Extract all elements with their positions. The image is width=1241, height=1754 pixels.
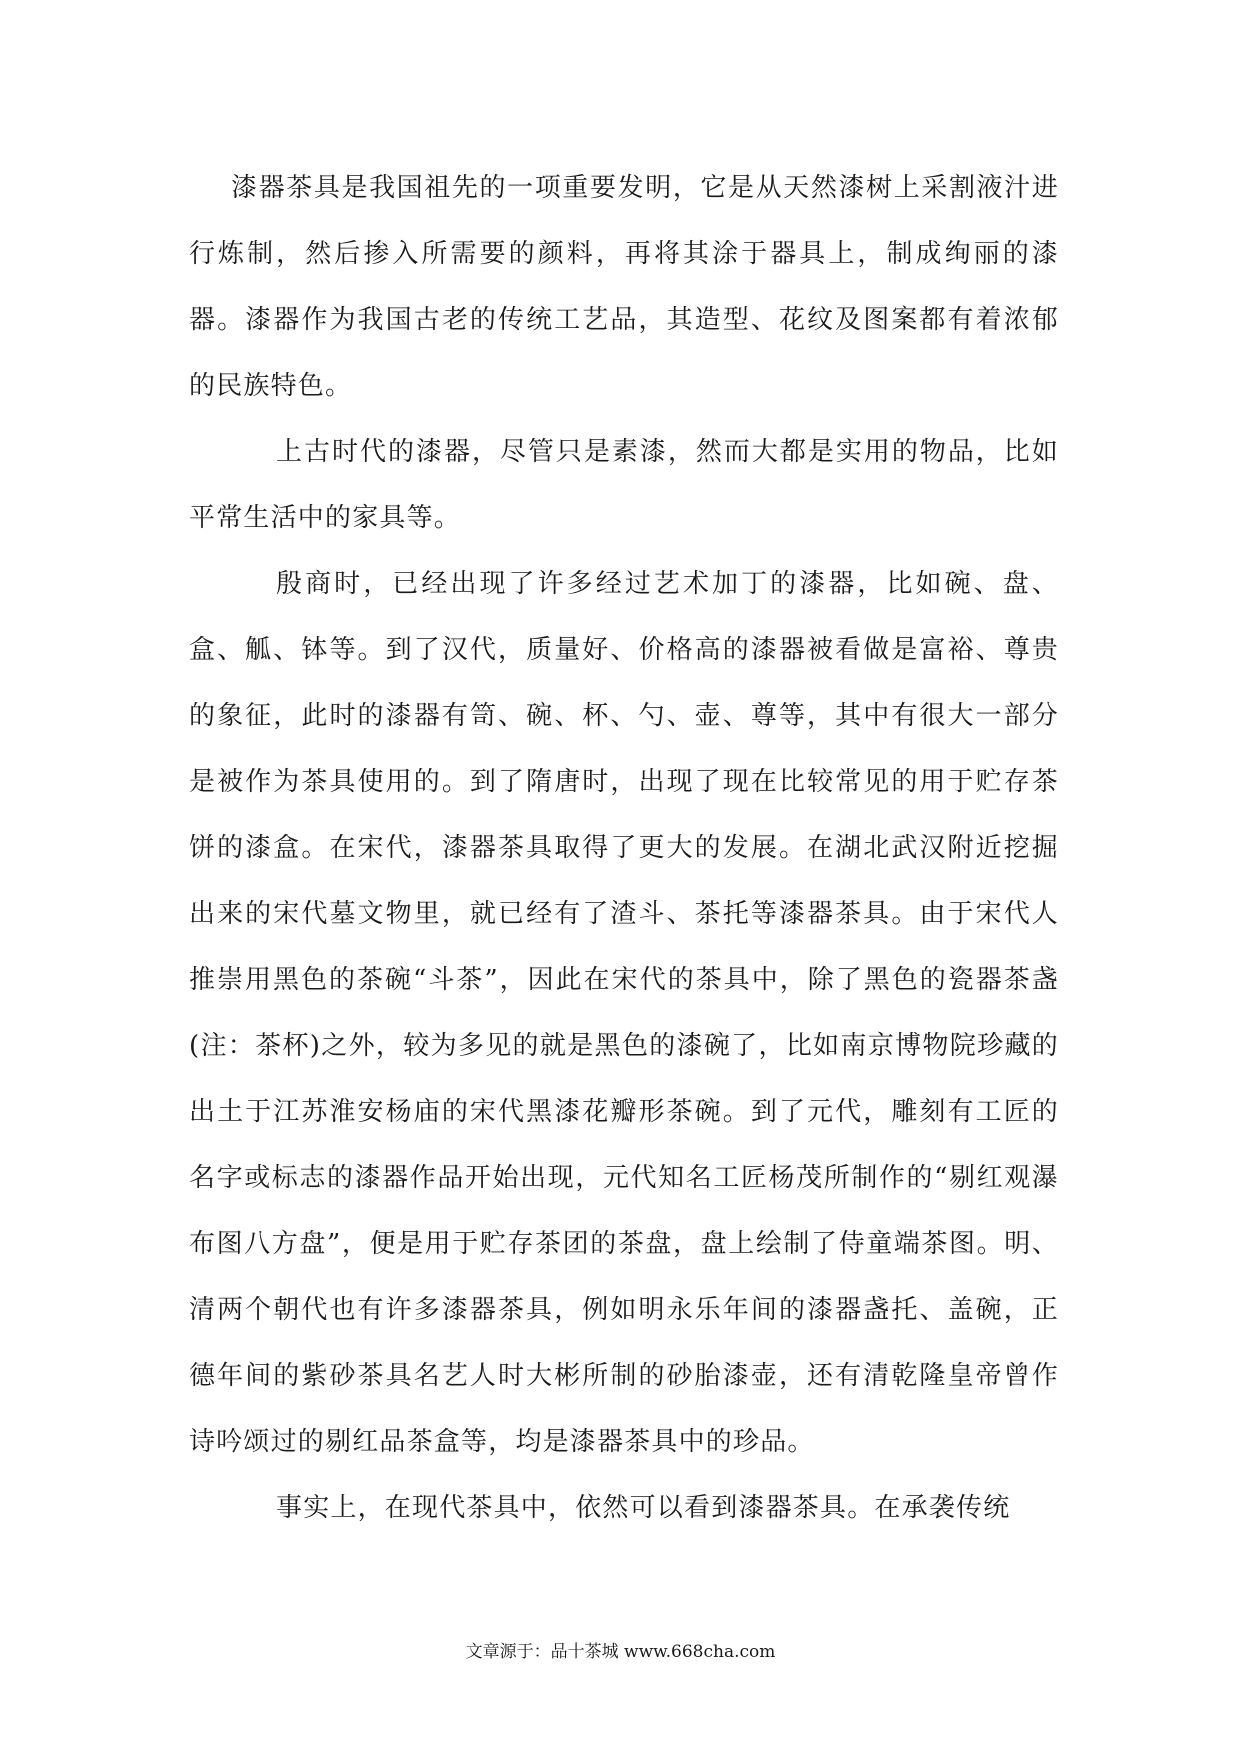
document-body <box>189 155 1059 1541</box>
paragraph-ancient-lacquer: 上古时代的漆器，尽管只是素漆，然而大都是实用的物品，比如平常生活中的家具等。 <box>189 437 1059 533</box>
paragraph-modern-lacquer: 事实上，在现代茶具中，依然可以看到漆器茶具。在承袭传统 <box>276 1493 1011 1523</box>
paragraph-dynasty-history: 殷商时，已经出现了许多经过艺术加丁的漆器，比如碗、盘、盒、觚、钵等。到了汉代，质量好、价格高的漆器被看做是富裕、尊贵的象征，此时的漆器有笥、碗、杯、勺、壶、尊等，其中有很大一部分是被作为茶具使用的。到了隋唐时，出现了现在比较常见的用于贮存茶饼的漆盒。在宋代，漆器茶具取得了更大的发展。在湖北武汉附近挖掘出来的宋代墓文物里，就已经有了渣斗、茶托等漆器茶具。由于宋代人推崇用黑色的茶碗“斗茶”，因此在宋代的茶具中，除了黑色的瓷器茶盏(注：茶杯)之外，较为多见的就是黑色的漆碗了，比如南京博物院珍藏的出土于江苏淮安杨庙的宋代黑漆花瓣形茶碗。到了元代，雕刻有工匠的名字或标志的漆器作品开始出现，元代知名工匠杨茂所制作的“剔红观瀑布图八方盘”，便是用于贮存茶团的茶盘，盘上绘制了侍童端茶图。明、清两个朝代也有许多漆器茶具，例如明永乐年间的漆器盏托、盖碗，正德年间的紫砂茶具名艺人时大彬所制的砂胎漆壶，还有清乾隆皇帝曾作诗吟颂过的剔红品茶盒等，均是漆器茶具中的珍品。 <box>189 569 1059 1457</box>
source-footer: 文章源于：品十茶城 www.668cha.com <box>465 1642 776 1662</box>
paragraph-lacquer-intro: 漆器茶具是我国祖先的一项重要发明，它是从天然漆树上采割液汁进行炼制，然后掺入所需要的颜料，再将其涂于器具上，制成绚丽的漆器。漆器作为我国古老的传统工艺品，其造型、花纹及图案都有着浓郁的民族特色。 <box>189 173 1059 401</box>
